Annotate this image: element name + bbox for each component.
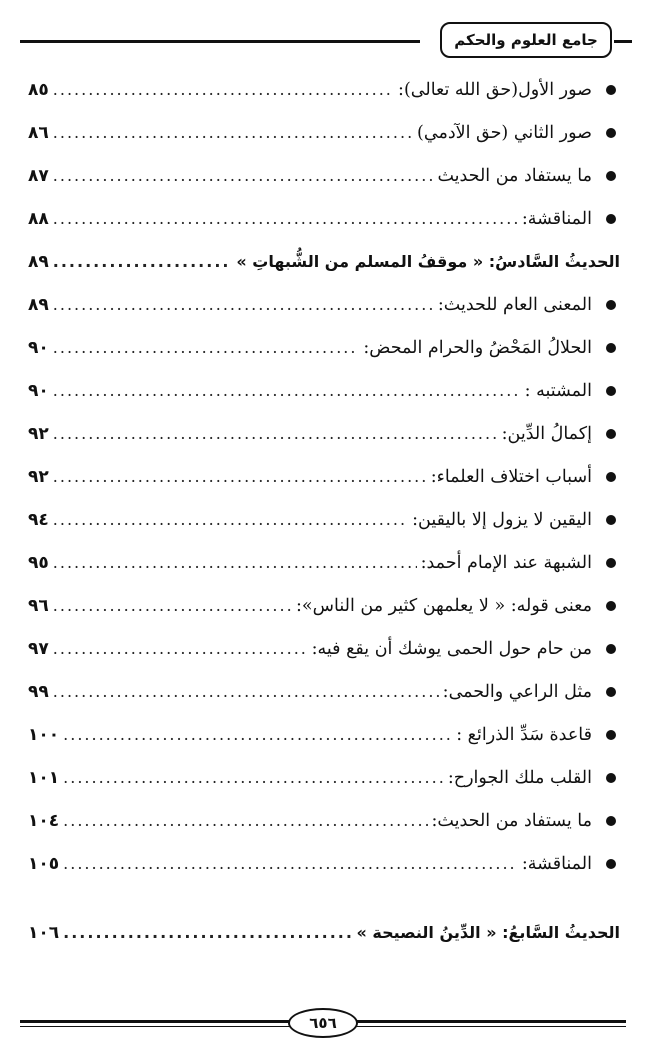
toc-entry <box>28 584 620 627</box>
toc-entry <box>28 498 620 541</box>
header-rule-left <box>20 40 420 43</box>
bullet-icon <box>606 300 616 310</box>
bullet-icon <box>606 515 616 525</box>
toc-entry-title: المشتبه : <box>524 380 592 401</box>
toc-page-number: ٨٥ <box>28 79 49 100</box>
dot-leader <box>53 381 521 400</box>
toc-entry-title: اليقين لا يزول إلا باليقين: <box>412 509 592 530</box>
toc-entry-title: معنى قوله: « لا يعلمهن كثير من الناس»: <box>296 595 592 616</box>
toc-page-number: ١٠٥ <box>28 853 60 874</box>
toc-entry <box>28 541 620 584</box>
dot-leader <box>53 639 308 658</box>
toc-chapter-heading <box>28 911 620 954</box>
toc-page-number: ٨٧ <box>28 165 49 186</box>
toc-page-number: ٩٩ <box>28 681 49 702</box>
toc-page-number: ٩٧ <box>28 638 49 659</box>
toc-entry <box>28 412 620 455</box>
toc-entry-title: من حام حول الحمى يوشك أن يقع فيه: <box>311 638 592 659</box>
toc-entry-title: إكمالُ الدِّين: <box>501 423 592 444</box>
header-rule-right <box>614 40 632 43</box>
toc-entry <box>28 756 620 799</box>
bullet-icon <box>606 816 616 826</box>
bullet-icon <box>606 214 616 224</box>
bullet-icon <box>606 859 616 869</box>
toc-entry-title: المناقشة: <box>521 853 592 874</box>
toc-page-number: ٨٦ <box>28 122 49 143</box>
toc-entry <box>28 369 620 412</box>
dot-leader <box>53 424 498 443</box>
toc-entry-title: مثل الراعي والحمى: <box>442 681 592 702</box>
dot-leader <box>53 209 518 228</box>
running-header <box>20 22 632 62</box>
dot-leader <box>53 682 439 701</box>
bullet-icon <box>606 558 616 568</box>
dot-leader <box>63 725 452 744</box>
dot-leader <box>53 252 233 271</box>
page-footer <box>20 1000 626 1040</box>
toc-entry-title: الحديثُ السَّادسُ: « موقفُ المسلم من الشُّبهاتِ » <box>236 252 620 271</box>
dot-leader <box>53 510 408 529</box>
bullet-icon <box>606 601 616 611</box>
bullet-icon <box>606 128 616 138</box>
toc-entry <box>28 111 620 154</box>
toc-entry-title: صور الثاني (حق الآدمي) <box>417 122 592 143</box>
bullet-icon <box>606 472 616 482</box>
toc-page-number: ١٠٠ <box>28 724 60 745</box>
toc-chapter-heading <box>28 240 620 283</box>
table-of-contents <box>28 68 620 954</box>
toc-page-number: ٩٢ <box>28 423 49 444</box>
dot-leader <box>53 80 394 99</box>
bullet-icon <box>606 429 616 439</box>
toc-page-number: ٨٨ <box>28 208 49 229</box>
toc-entry-title: المناقشة: <box>521 208 592 229</box>
dot-leader <box>63 811 427 830</box>
toc-entry-title: ما يستفاد من الحديث: <box>431 810 592 831</box>
dot-leader <box>53 467 427 486</box>
toc-page-number: ١٠٦ <box>28 922 60 943</box>
toc-page-number: ١٠٤ <box>28 810 60 831</box>
dot-leader <box>63 854 518 873</box>
bullet-icon <box>606 386 616 396</box>
toc-page-number: ٨٩ <box>28 294 49 315</box>
dot-leader <box>63 768 444 787</box>
toc-entry <box>28 326 620 369</box>
toc-entry <box>28 68 620 111</box>
toc-entry-title: قاعدة سَدِّ الذرائع : <box>456 724 592 745</box>
toc-entry <box>28 842 620 885</box>
toc-entry-title: صور الأول(حق الله تعالى): <box>398 79 592 100</box>
book-title: جامع العلوم والحكم <box>440 22 612 58</box>
dot-leader <box>53 338 360 357</box>
toc-page-number: ٩٠ <box>28 380 49 401</box>
bullet-icon <box>606 343 616 353</box>
toc-entry-title: الحديثُ السَّابعُ: « الدِّينُ النصيحة » <box>356 923 620 942</box>
toc-page-number: ٩٥ <box>28 552 49 573</box>
dot-leader <box>53 123 413 142</box>
toc-entry <box>28 455 620 498</box>
toc-entry <box>28 713 620 756</box>
bullet-icon <box>606 644 616 654</box>
toc-page-number: ٩٦ <box>28 595 49 616</box>
toc-page-number: ٩٠ <box>28 337 49 358</box>
toc-entry <box>28 799 620 842</box>
toc-page-number: ٩٤ <box>28 509 49 530</box>
toc-entry-title: الحلالُ المَحْضُ والحرام المحض: <box>363 337 592 358</box>
dot-leader <box>53 295 434 314</box>
toc-gap <box>28 885 620 911</box>
toc-page-number: ١٠١ <box>28 767 60 788</box>
toc-entry-title: الشبهة عند الإمام أحمد: <box>420 552 592 573</box>
dot-leader <box>53 166 434 185</box>
bullet-icon <box>606 773 616 783</box>
dot-leader <box>53 553 417 572</box>
toc-entry-title: القلب ملك الجوارح: <box>447 767 592 788</box>
toc-entry-title: المعنى العام للحديث: <box>437 294 592 315</box>
bullet-icon <box>606 171 616 181</box>
page-number: ٦٥٦ <box>288 1008 358 1038</box>
toc-page-number: ٨٩ <box>28 251 49 272</box>
toc-entry <box>28 197 620 240</box>
bullet-icon <box>606 85 616 95</box>
toc-entry <box>28 627 620 670</box>
toc-entry <box>28 670 620 713</box>
toc-entry <box>28 154 620 197</box>
dot-leader <box>63 923 352 942</box>
toc-entry-title: ما يستفاد من الحديث <box>437 165 592 186</box>
toc-page-number: ٩٢ <box>28 466 49 487</box>
toc-entry <box>28 283 620 326</box>
dot-leader <box>53 596 292 615</box>
bullet-icon <box>606 730 616 740</box>
bullet-icon <box>606 687 616 697</box>
toc-entry-title: أسباب اختلاف العلماء: <box>430 466 592 487</box>
